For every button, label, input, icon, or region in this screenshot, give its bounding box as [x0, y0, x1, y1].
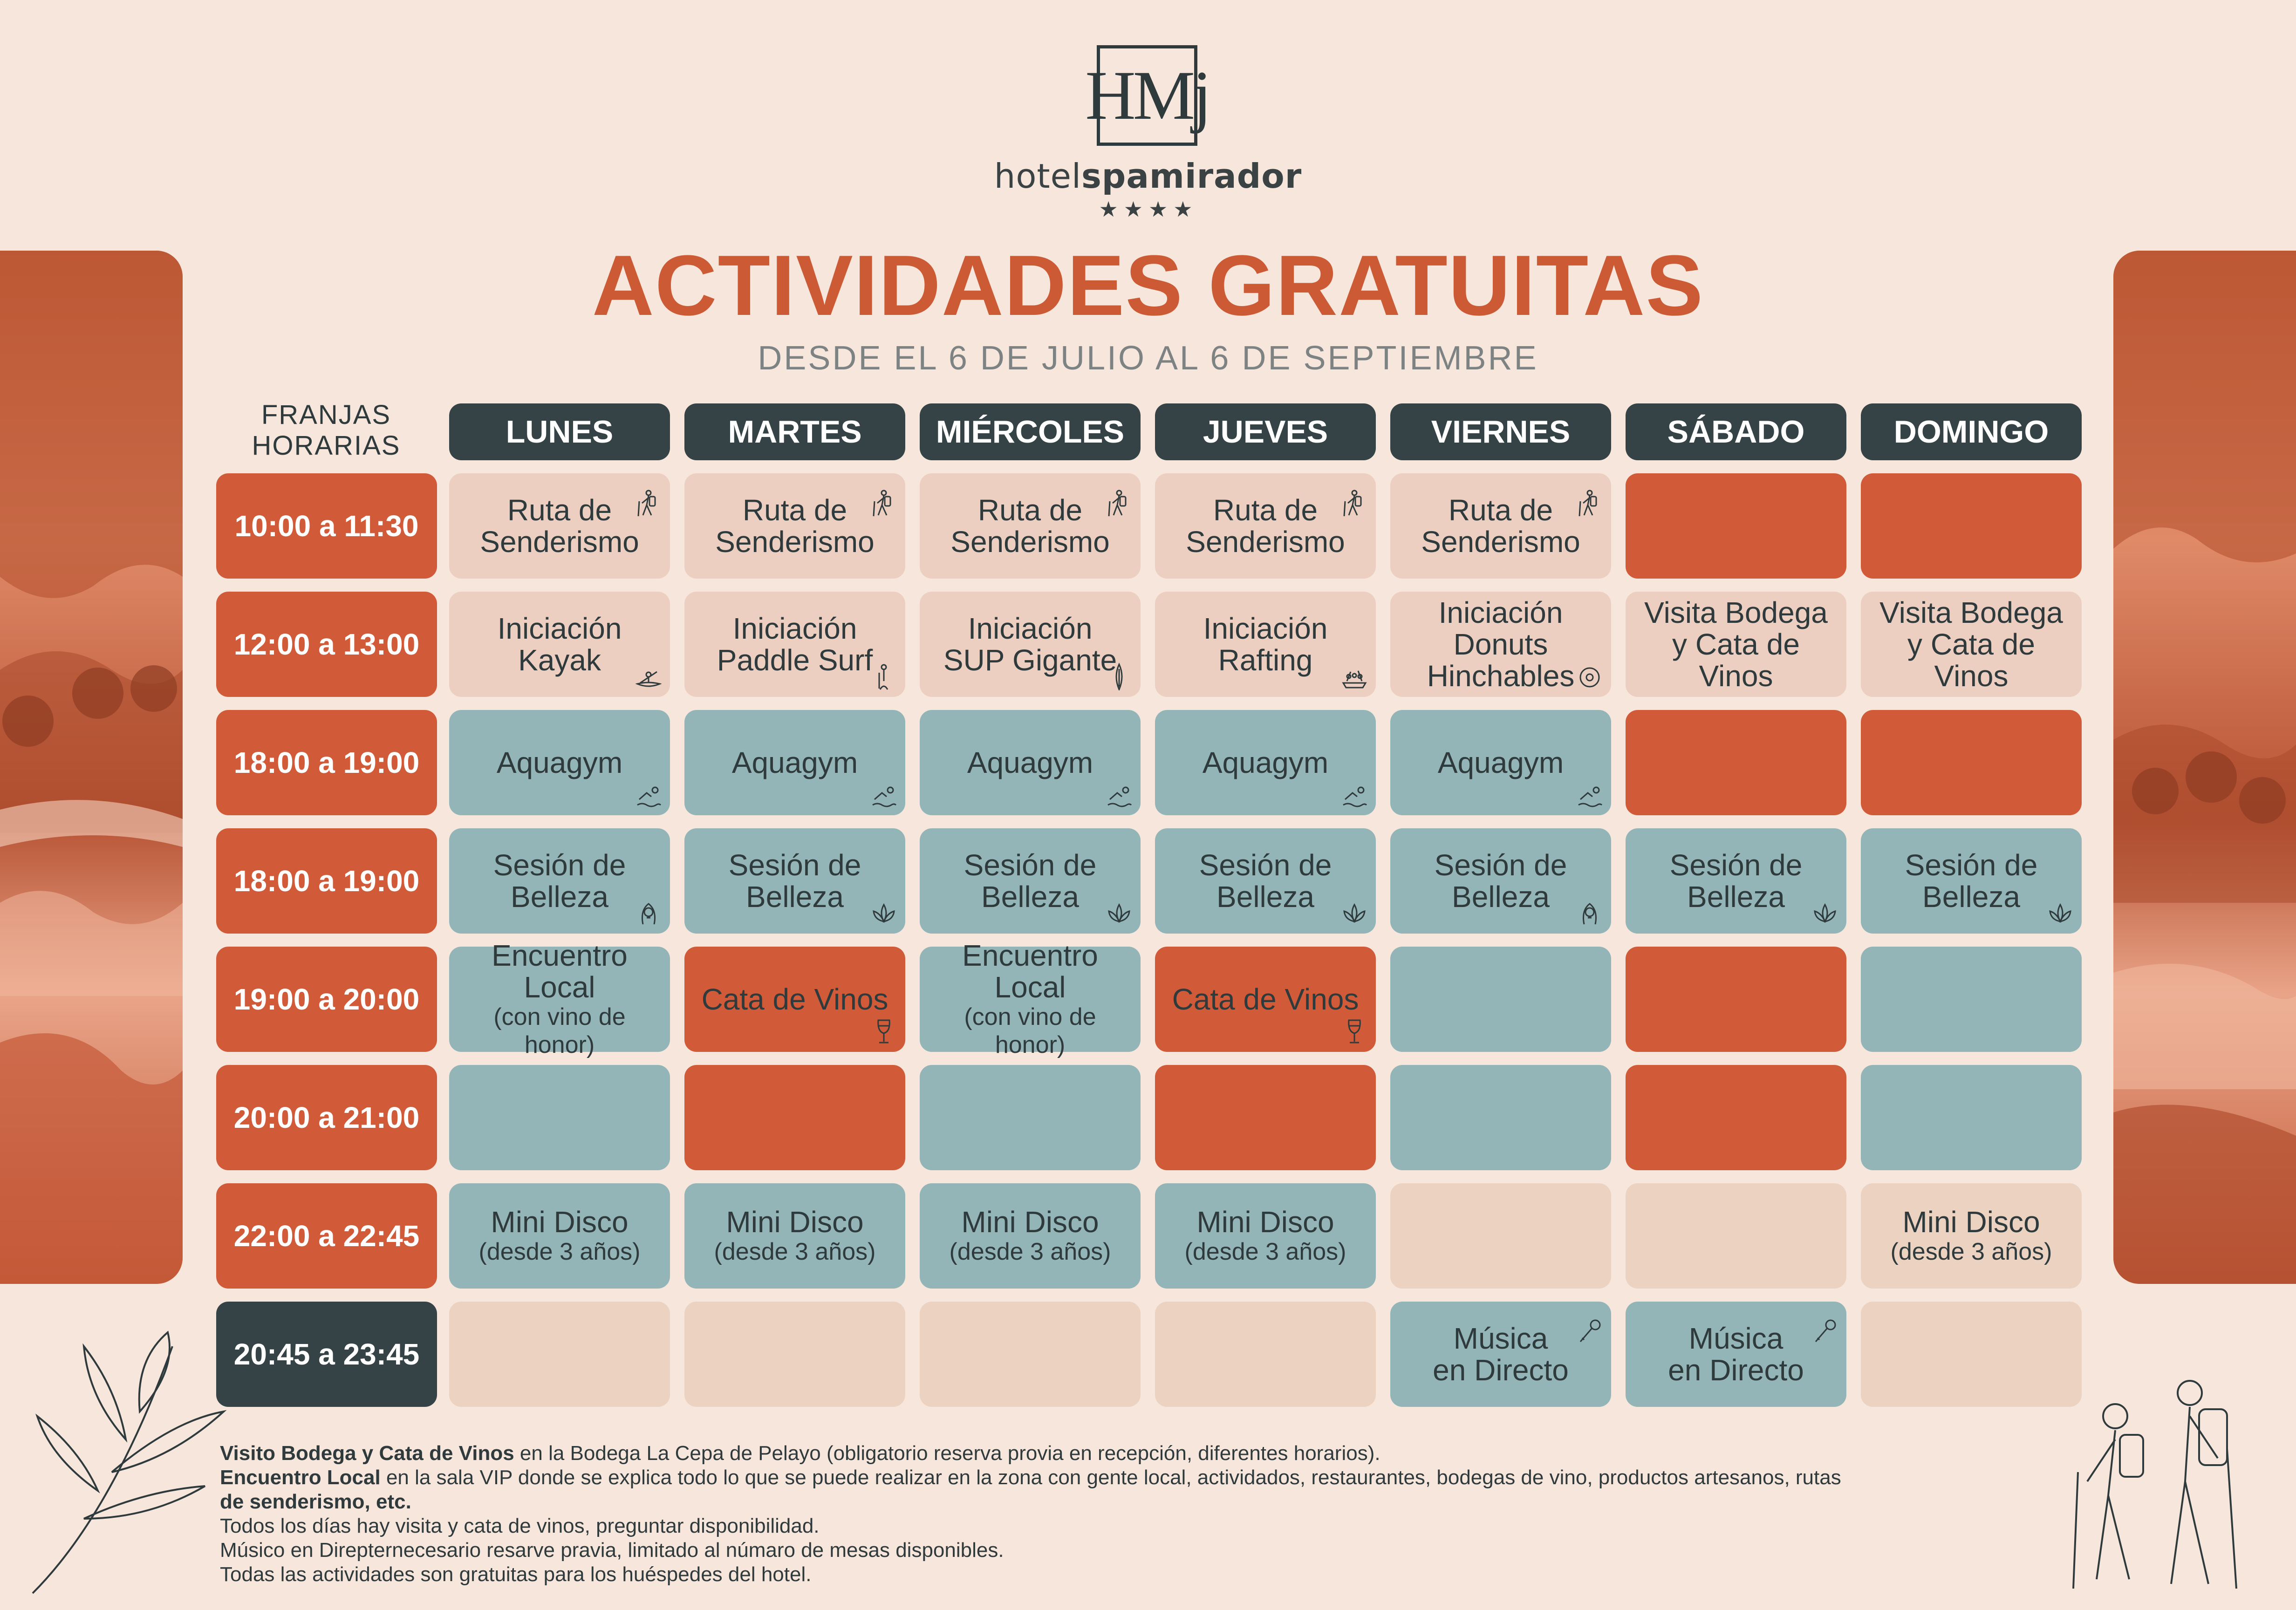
rafting-illustration-right — [2113, 251, 2296, 1284]
activity-label: Cata de Vinos — [1172, 982, 1359, 1016]
activity-label: Música — [1688, 1322, 1784, 1355]
activity-label: Senderismo — [715, 525, 875, 559]
activity-label: Aquagym — [731, 746, 858, 779]
activity-label: Encuentro — [492, 939, 628, 972]
activity-label: Donuts — [1453, 628, 1548, 661]
activity-label: Sesión de — [1199, 848, 1332, 882]
lotus-icon — [2047, 899, 2073, 927]
activity-label: Iniciación — [968, 612, 1093, 645]
activity-cell-wednesday-5 — [920, 939, 1141, 1058]
activity-label: en Directo — [1668, 1353, 1804, 1387]
day-header-monday: LUNES — [449, 403, 670, 460]
activity-label: Sesión de — [1434, 848, 1567, 882]
time-slot-6: 20:00 a 21:00 — [216, 1065, 437, 1170]
activity-cell-tuesday-5 — [684, 947, 905, 1052]
activity-note: (desde 3 años) — [949, 1238, 1111, 1265]
activity-label: Iniciación — [1203, 612, 1328, 645]
hiker-icon — [1106, 489, 1132, 517]
page-subtitle: DESDE EL 6 DE JULIO AL 6 DE SEPTIEMBRE — [758, 340, 1538, 377]
activity-cell-thursday-5 — [1155, 947, 1376, 1052]
day-header-tuesday: MARTES — [684, 403, 905, 460]
activity-cell-friday-2 — [1390, 592, 1611, 697]
face-icon — [636, 899, 662, 927]
activity-label: Belleza — [511, 880, 608, 914]
activity-label: y Cata de Vinos — [1907, 628, 2035, 693]
activity-cell-saturday-8 — [1626, 1302, 1846, 1407]
activity-label: Sesión de — [1905, 848, 2038, 882]
activity-cell-wednesday-1 — [920, 473, 1141, 579]
activity-label: Belleza — [981, 880, 1079, 914]
activity-label: Local — [994, 970, 1066, 1004]
day-header-sunday: DOMINGO — [1861, 403, 2082, 460]
activity-cell-sunday-5 — [1861, 947, 2082, 1052]
hotel-logo — [1085, 45, 1209, 146]
activity-cell-monday-3 — [449, 710, 670, 815]
hiker-icon — [871, 489, 897, 517]
activity-cell-tuesday-4 — [684, 828, 905, 934]
hiker-icon — [636, 489, 662, 517]
sup-board-icon — [1106, 662, 1132, 690]
activity-label: Visita Bodega — [1879, 596, 2063, 629]
activity-cell-friday-8 — [1390, 1302, 1611, 1407]
logo-mark: HMj — [1085, 57, 1209, 134]
hotel-name-bold: spamirador — [1081, 157, 1302, 196]
activity-label: Iniciación — [497, 612, 622, 645]
footnotes — [220, 1441, 2037, 1587]
raft-icon — [1341, 662, 1367, 690]
activity-label: Aquagym — [1437, 746, 1564, 779]
activity-label: Rafting — [1218, 643, 1313, 677]
activity-cell-friday-4 — [1390, 828, 1611, 934]
activity-label: Sesión de — [728, 848, 861, 882]
swim-icon — [1106, 781, 1132, 809]
time-slot-7: 22:00 a 22:45 — [216, 1183, 437, 1289]
activity-label: Belleza — [746, 880, 844, 914]
activity-cell-sunday-4 — [1861, 828, 2082, 934]
activity-cell-monday-6 — [449, 1065, 670, 1170]
activity-label: Aquagym — [496, 746, 623, 779]
hotel-name-light: hotel — [994, 157, 1081, 196]
note-2-text: en la sala VIP donde se explica todo lo que se puede realizar en la zona con gente local, actividados, restaurantes, bodegas de vino, productos artesanos, rutas — [380, 1466, 1841, 1489]
page-title: ACTIVIDADES GRATUITAS — [592, 237, 1704, 333]
note-4: Músico en Direpternecesario resarve pravia, limitado al númaro de mesas disponibles. — [220, 1539, 1004, 1562]
activity-cell-thursday-2 — [1155, 592, 1376, 697]
activity-cell-thursday-1 — [1155, 473, 1376, 579]
hotel-name — [885, 157, 1411, 196]
wine-glass-icon — [871, 1017, 897, 1045]
activity-cell-sunday-3 — [1861, 710, 2082, 815]
activity-label: Música — [1453, 1322, 1548, 1355]
activity-cell-wednesday-6 — [920, 1065, 1141, 1170]
time-slot-4: 18:00 a 19:00 — [216, 828, 437, 934]
activity-cell-tuesday-3 — [684, 710, 905, 815]
activity-label: Ruta de — [1448, 493, 1553, 527]
note-2-cont — [220, 1490, 2037, 1514]
activity-cell-friday-3 — [1390, 710, 1611, 815]
day-header-wednesday: MIÉRCOLES — [920, 403, 1141, 460]
hiker-icon — [1577, 489, 1603, 517]
kayak-icon — [636, 662, 662, 690]
hotel-stars: ★★★★ — [1099, 197, 1198, 222]
activity-label: Ruta de — [1213, 493, 1318, 527]
activity-cell-friday-7 — [1390, 1183, 1611, 1289]
activity-cell-thursday-3 — [1155, 710, 1376, 815]
activity-label: Senderismo — [1186, 525, 1345, 559]
time-slot-1: 10:00 a 11:30 — [216, 473, 437, 579]
activity-label: Mini Disco — [726, 1205, 864, 1239]
time-slot-5: 19:00 a 20:00 — [216, 947, 437, 1052]
note-2-bold-cont: de senderismo, etc. — [220, 1490, 411, 1513]
activity-cell-tuesday-7 — [684, 1183, 905, 1289]
microphone-icon — [1577, 1317, 1603, 1345]
activity-label: Senderismo — [1421, 525, 1580, 559]
swim-icon — [871, 781, 897, 809]
note-3: Todos los días hay visita y cata de vinos, preguntar disponibilidad. — [220, 1514, 820, 1537]
activity-cell-wednesday-8 — [920, 1302, 1141, 1407]
activity-cell-tuesday-2 — [684, 592, 905, 697]
activity-cell-saturday-7 — [1626, 1183, 1846, 1289]
time-slots-label-line2: HORARIAS — [252, 430, 401, 461]
hikers-icon — [2059, 1365, 2255, 1598]
activity-label: Sesión de — [964, 848, 1097, 882]
activity-note: (con vino de honor) — [964, 1003, 1096, 1058]
activity-cell-friday-6 — [1390, 1065, 1611, 1170]
activity-label: Encuentro — [962, 939, 1098, 972]
activity-cell-saturday-1 — [1626, 473, 1846, 579]
activity-label: Mini Disco — [1902, 1205, 2040, 1239]
activity-note: (desde 3 años) — [1890, 1238, 2052, 1265]
activity-label: Local — [524, 970, 595, 1004]
activity-cell-thursday-6 — [1155, 1065, 1376, 1170]
activity-cell-sunday-1 — [1861, 473, 2082, 579]
activity-label: Cata de Vinos — [701, 982, 888, 1016]
activity-cell-tuesday-1 — [684, 473, 905, 579]
activity-label: Belleza — [1216, 880, 1314, 914]
activity-note: (desde 3 años) — [1184, 1238, 1346, 1265]
activity-cell-wednesday-7 — [920, 1183, 1141, 1289]
activity-cell-wednesday-2 — [920, 592, 1141, 697]
time-slot-8: 20:45 a 23:45 — [216, 1302, 437, 1407]
activity-label: Paddle Surf — [717, 643, 873, 677]
day-header-friday: VIERNES — [1390, 403, 1611, 460]
lotus-icon — [1341, 899, 1367, 927]
swim-icon — [1341, 781, 1367, 809]
activity-label: Sesión de — [493, 848, 626, 882]
activity-cell-monday-1 — [449, 473, 670, 579]
activity-cell-monday-2 — [449, 592, 670, 697]
note-2-bold: Encuentro Local — [220, 1466, 381, 1489]
day-header-thursday: JUEVES — [1155, 403, 1376, 460]
time-slot-3: 18:00 a 19:00 — [216, 710, 437, 815]
activity-cell-saturday-5 — [1626, 947, 1846, 1052]
activity-cell-monday-7 — [449, 1183, 670, 1289]
activity-note: (desde 3 años) — [714, 1238, 876, 1265]
activity-note: (desde 3 años) — [478, 1238, 641, 1265]
activity-label: Belleza — [1922, 880, 2020, 914]
activity-label: Iniciación — [732, 612, 857, 645]
paddle-icon — [871, 662, 897, 690]
activity-cell-wednesday-4 — [920, 828, 1141, 934]
note-2 — [220, 1466, 2037, 1490]
activity-cell-tuesday-8 — [684, 1302, 905, 1407]
rafting-illustration-left — [0, 251, 183, 1284]
activity-cell-monday-5 — [449, 939, 670, 1058]
activity-label: Senderismo — [480, 525, 639, 559]
time-slot-2: 12:00 a 13:00 — [216, 592, 437, 697]
time-slots-label-line1: FRANJAS — [261, 400, 391, 430]
activity-cell-thursday-7 — [1155, 1183, 1376, 1289]
leaf-branch-icon — [19, 1318, 280, 1598]
activity-cell-tuesday-6 — [684, 1065, 905, 1170]
activity-label: Aquagym — [1202, 746, 1329, 779]
activity-label: Belleza — [1452, 880, 1550, 914]
activity-cell-sunday-8 — [1861, 1302, 2082, 1407]
day-header-saturday: SÁBADO — [1626, 403, 1846, 460]
activity-label: y Cata de Vinos — [1672, 628, 1800, 693]
note-1 — [220, 1441, 2037, 1466]
swim-icon — [1577, 781, 1603, 809]
lotus-icon — [1812, 899, 1838, 927]
microphone-icon — [1812, 1317, 1838, 1345]
activity-label: en Directo — [1433, 1353, 1569, 1387]
face-icon — [1577, 899, 1603, 927]
hiker-icon — [1341, 489, 1367, 517]
lotus-icon — [871, 899, 897, 927]
activity-label: Ruta de — [742, 493, 847, 527]
note-5: Todas las actividades son gratuitas para los huéspedes del hotel. — [220, 1563, 812, 1586]
activity-cell-friday-5 — [1390, 947, 1611, 1052]
activity-cell-thursday-4 — [1155, 828, 1376, 934]
activity-cell-sunday-2 — [1861, 592, 2082, 697]
activity-cell-sunday-7 — [1861, 1183, 2082, 1289]
activity-cell-saturday-3 — [1626, 710, 1846, 815]
activity-cell-sunday-6 — [1861, 1065, 2082, 1170]
activity-label: Kayak — [518, 643, 601, 677]
activity-cell-monday-4 — [449, 828, 670, 934]
activity-label: Aquagym — [967, 746, 1093, 779]
wine-glass-icon — [1341, 1017, 1367, 1045]
activity-label: Senderismo — [950, 525, 1110, 559]
activity-label: Hinchables — [1427, 659, 1575, 693]
activity-label: Mini Disco — [491, 1205, 629, 1239]
note-1-bold: Visito Bodega y Cata de Vinos — [220, 1442, 514, 1465]
activity-cell-thursday-8 — [1155, 1302, 1376, 1407]
swim-icon — [636, 781, 662, 809]
activity-label: Sesión de — [1669, 848, 1803, 882]
activity-cell-saturday-4 — [1626, 828, 1846, 934]
activity-cell-monday-8 — [449, 1302, 670, 1407]
lotus-icon — [1106, 899, 1132, 927]
time-slots-label — [215, 400, 437, 461]
note-1-text: en la Bodega La Cepa de Pelayo (obligatorio reserva provia en recepción, diferentes horarios). — [514, 1442, 1380, 1465]
activity-note: (con vino de honor) — [493, 1003, 626, 1058]
activity-label: Mini Disco — [961, 1205, 1099, 1239]
activity-label: Belleza — [1687, 880, 1785, 914]
activity-cell-friday-1 — [1390, 473, 1611, 579]
activity-label: Iniciación — [1438, 596, 1563, 629]
donut-icon — [1577, 662, 1603, 690]
activity-cell-saturday-2 — [1626, 592, 1846, 697]
activity-label: Mini Disco — [1196, 1205, 1334, 1239]
activity-cell-wednesday-3 — [920, 710, 1141, 815]
activity-label: Ruta de — [977, 493, 1083, 527]
activity-label: SUP Gigante — [943, 643, 1117, 677]
activity-label: Ruta de — [507, 493, 612, 527]
activity-cell-saturday-6 — [1626, 1065, 1846, 1170]
activity-label: Visita Bodega — [1644, 596, 1828, 629]
